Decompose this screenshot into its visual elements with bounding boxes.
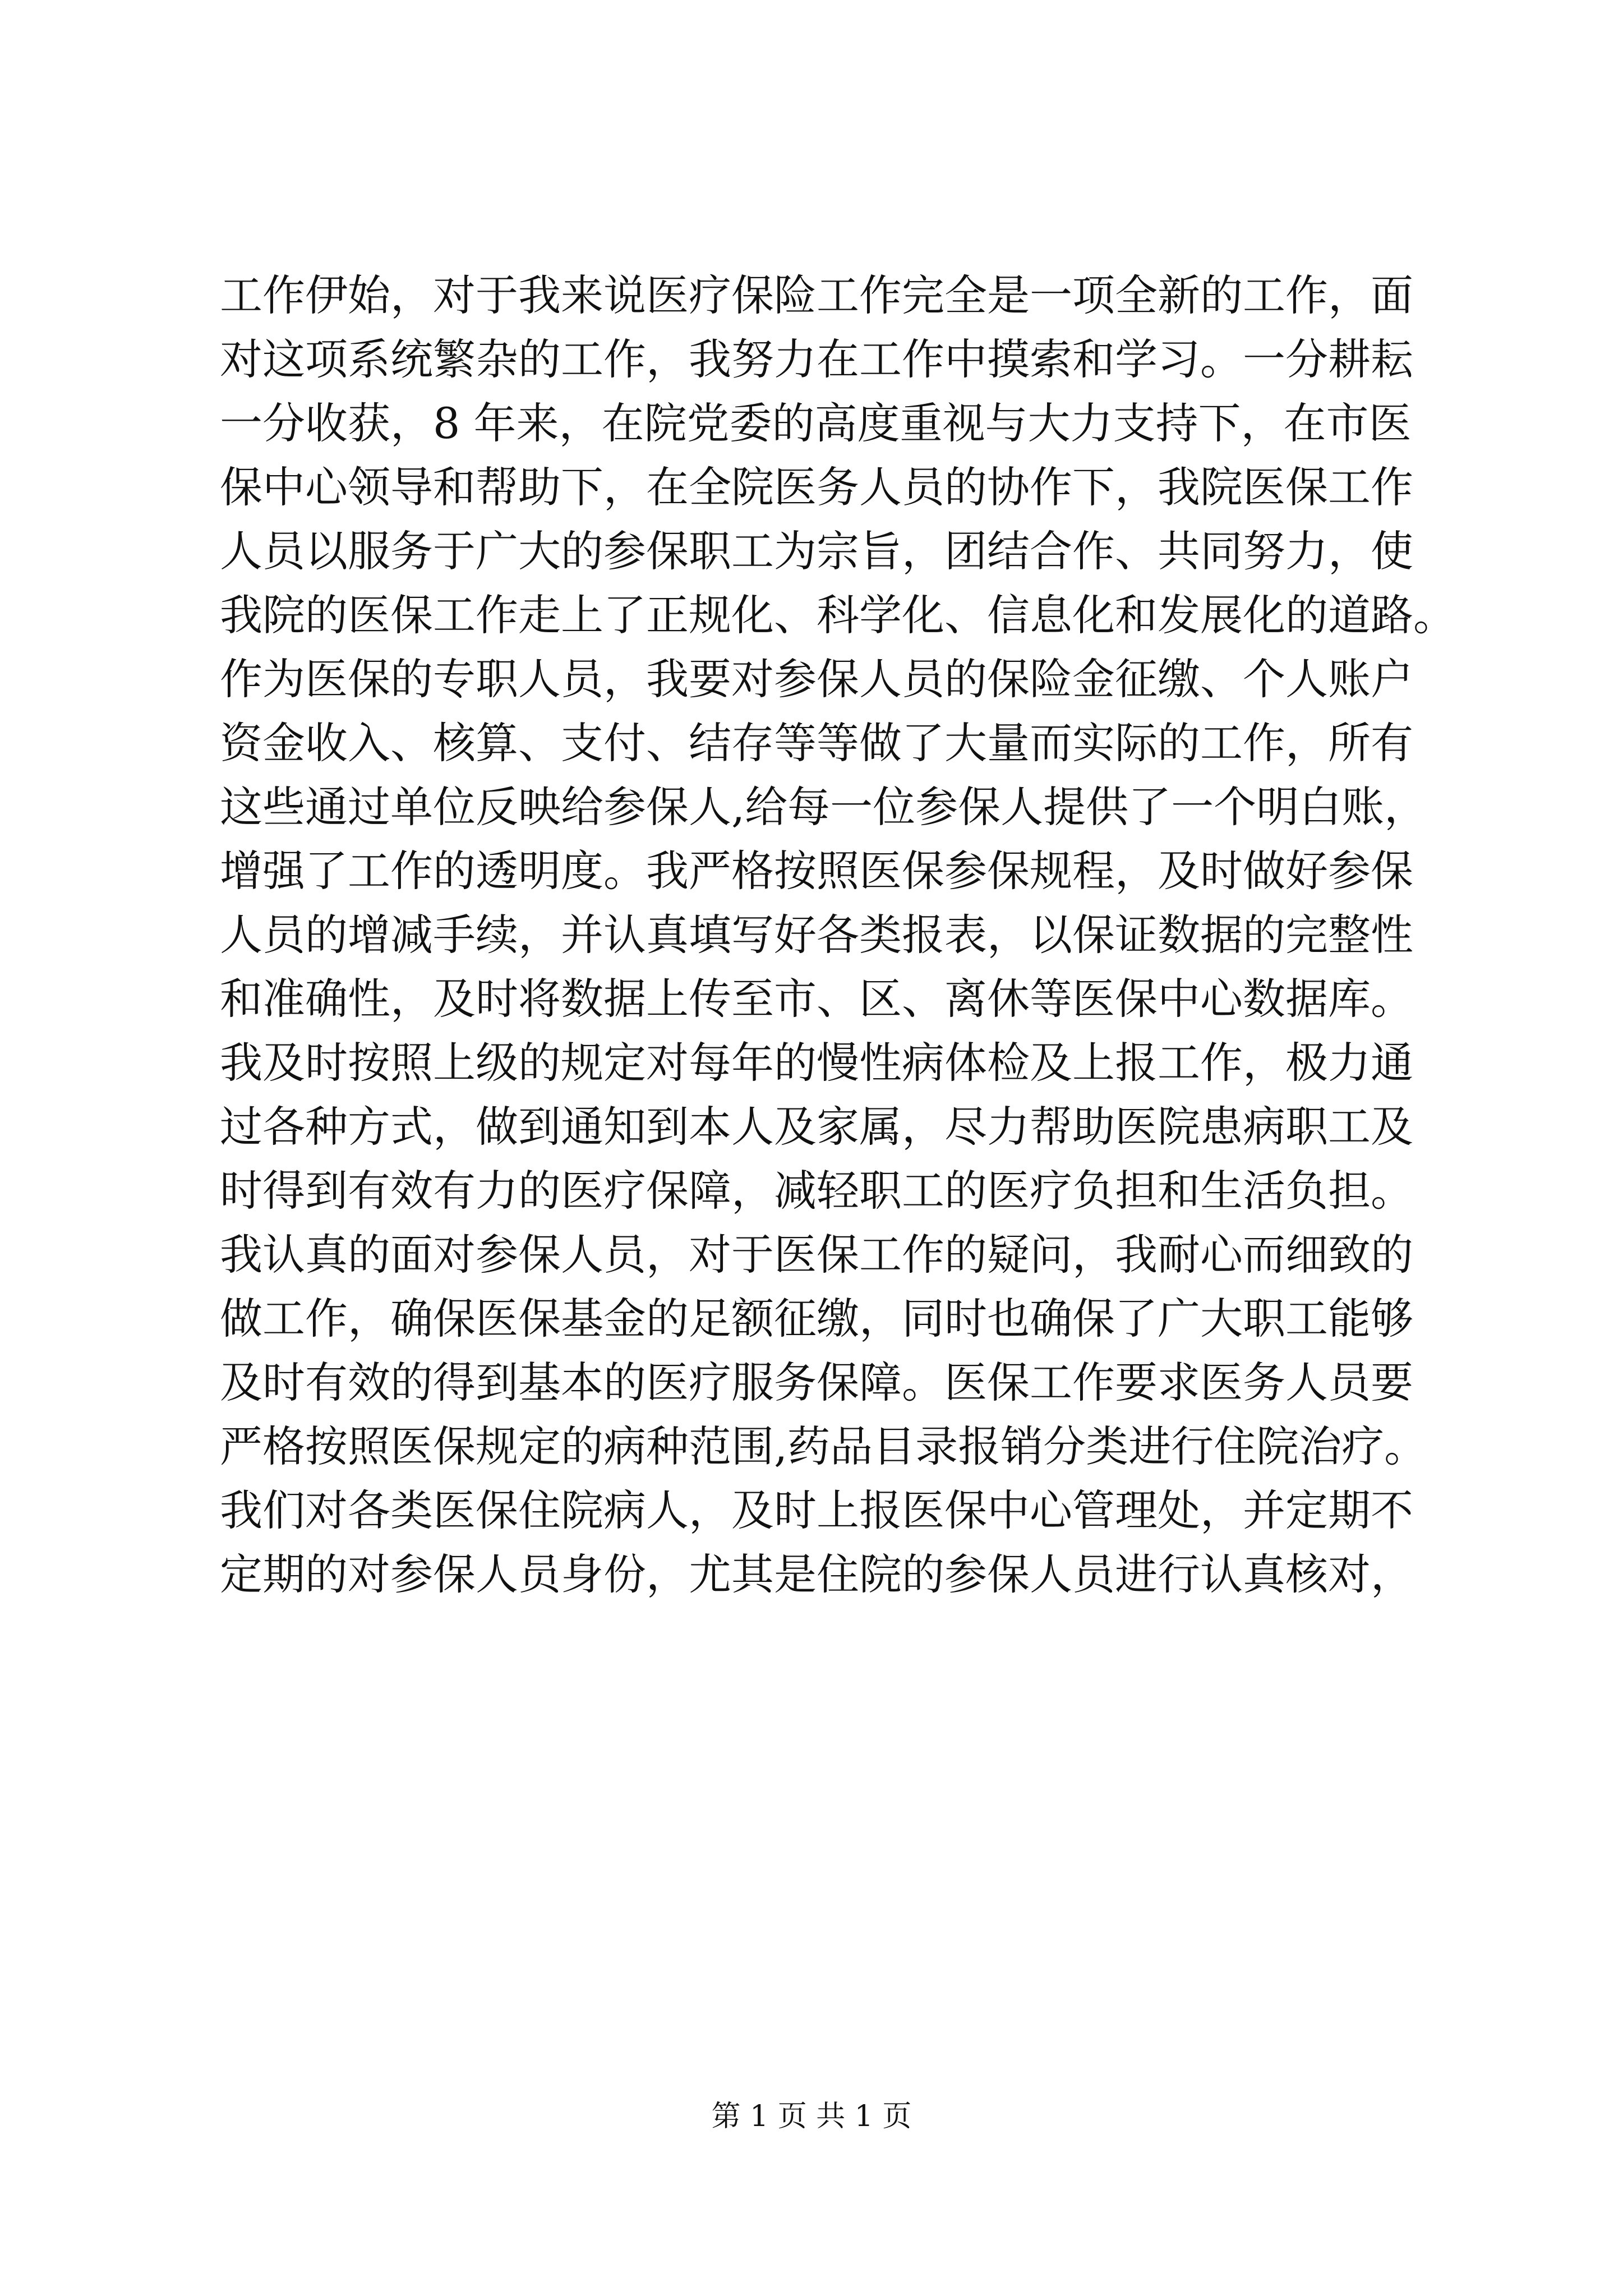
text-line: 增强了工作的透明度。我严格按照医保参保规程，及时做好参保: [220, 846, 1413, 896]
text-line: 严格按照医保规定的病种范围,药品目录报销分类进行住院治疗。: [220, 1421, 1427, 1471]
text-line: 我院的医保工作走上了正规化、科学化、信息化和发展化的道路。: [220, 590, 1456, 640]
text-line: 作为医保的专职人员，我要对参保人员的保险金征缴、个人账户: [220, 654, 1413, 704]
body-paragraph: [220, 264, 1456, 1607]
text-line: 人员以服务于广大的参保职工为宗旨，团结合作、共同努力，使: [220, 526, 1413, 576]
text-line: 资金收入、核算、支付、结存等等做了大量而实际的工作，所有: [220, 718, 1413, 768]
text-line: 对这项系统繁杂的工作，我努力在工作中摸索和学习。一分耕耘: [220, 334, 1413, 384]
text-line: 这些通过单位反映给参保人,给每一位参保人提供了一个明白账，: [220, 782, 1427, 832]
text-line: 和准确性，及时将数据上传至市、区、离休等医保中心数据库。: [220, 974, 1413, 1024]
text-line: 我及时按照上级的规定对每年的慢性病体检及上报工作，极力通: [220, 1038, 1413, 1088]
text-line: 过各种方式，做到通知到本人及家属，尽力帮助医院患病职工及: [220, 1102, 1413, 1152]
text-line: 时得到有效有力的医疗保障，减轻职工的医疗负担和生活负担。: [220, 1166, 1413, 1216]
text-line: 保中心领导和帮助下，在全院医务人员的协作下，我院医保工作: [220, 462, 1413, 512]
text-line: 做工作，确保医保基金的足额征缴，同时也确保了广大职工能够: [220, 1294, 1413, 1343]
text-line: 一分收获，8 年来，在院党委的高度重视与大力支持下，在市医: [220, 398, 1412, 448]
text-line: 我们对各类医保住院病人，及时上报医保中心管理处，并定期不: [220, 1485, 1413, 1535]
text-line: 人员的增减手续，并认真填写好各类报表，以保证数据的完整性: [220, 910, 1413, 960]
text-line: 工作伊始，对于我来说医疗保险工作完全是一项全新的工作，面: [220, 270, 1413, 320]
text-line: 及时有效的得到基本的医疗服务保障。医保工作要求医务人员要: [220, 1358, 1413, 1407]
text-line: 定期的对参保人员身份，尤其是住院的参保人员进行认真核对，: [220, 1549, 1413, 1599]
page-number-footer: 第 1 页 共 1 页: [711, 2100, 912, 2133]
text-line: 我认真的面对参保人员，对于医保工作的疑问，我耐心而细致的: [220, 1230, 1413, 1280]
